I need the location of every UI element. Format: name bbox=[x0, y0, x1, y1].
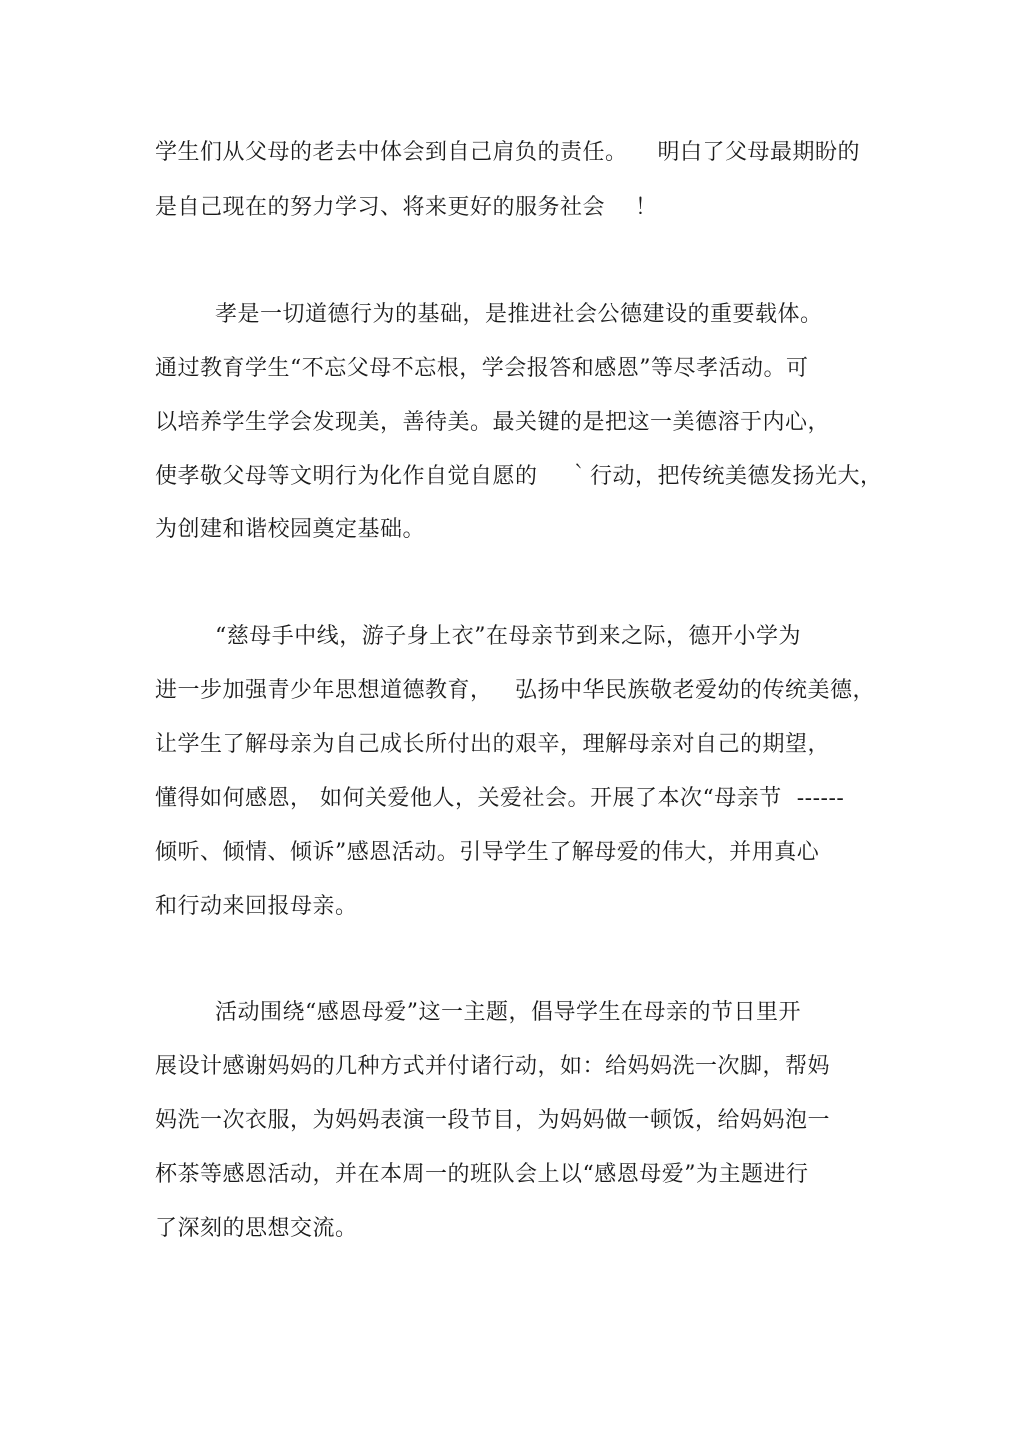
paragraph-4-line-5: 了深刻的思想交流。 bbox=[155, 1216, 358, 1241]
paragraph-3-line-1: “慈母手中线，游子身上衣”在母亲节到来之际，德开小学为 bbox=[215, 624, 801, 649]
paragraph-2-line-3: 以培养学生学会发现美，善待美。最关键的是把这一美德溶于内心， bbox=[155, 410, 831, 435]
paragraph-3-line-3: 让学生了解母亲为自己成长所付出的艰辛，理解母亲对自己的期望， bbox=[155, 732, 831, 757]
paragraph-2-line-4: 使孝敬父母等文明行为化作自觉自愿的 ｀行动，把传统美德发扬光大， bbox=[155, 464, 883, 489]
paragraph-2-line-2: 通过教育学生“不忘父母不忘根，学会报答和感恩”等尽孝活动。可 bbox=[155, 356, 809, 381]
paragraph-2-line-5: 为创建和谐校园奠定基础。 bbox=[155, 517, 426, 542]
paragraph-3-line-4: 懂得如何感恩， 如何关爱他人，关爱社会。开展了本次“母亲节 ------ bbox=[155, 786, 845, 811]
paragraph-3-line-5: 倾听、倾情、倾诉”感恩活动。引导学生了解母爱的伟大，并用真心 bbox=[155, 840, 820, 865]
paragraph-1-line-1: 学生们从父母的老去中体会到自己肩负的责任。 明白了父母最期盼的 bbox=[155, 140, 860, 165]
paragraph-3-line-2: 进一步加强青少年思想道德教育， 弘扬中华民族敬老爱幼的传统美德， bbox=[155, 678, 875, 703]
paragraph-2-line-1: 孝是一切道德行为的基础，是推进社会公德建设的重要载体。 bbox=[215, 302, 823, 327]
paragraph-3-line-6: 和行动来回报母亲。 bbox=[155, 894, 358, 919]
paragraph-4-line-2: 展设计感谢妈妈的几种方式并付诸行动，如：给妈妈洗一次脚，帮妈 bbox=[155, 1054, 831, 1079]
paragraph-4-line-3: 妈洗一次衣服，为妈妈表演一段节目，为妈妈做一顿饭，给妈妈泡一 bbox=[155, 1108, 831, 1133]
paragraph-4-line-4: 杯茶等感恩活动，并在本周一的班队会上以“感恩母爱”为主题进行 bbox=[155, 1162, 809, 1187]
paragraph-4-line-1: 活动围绕“感恩母爱”这一主题，倡导学生在母亲的节日里开 bbox=[215, 1000, 801, 1025]
paragraph-1-line-2: 是自己现在的努力学习、将来更好的服务社会 ！ bbox=[155, 195, 658, 220]
